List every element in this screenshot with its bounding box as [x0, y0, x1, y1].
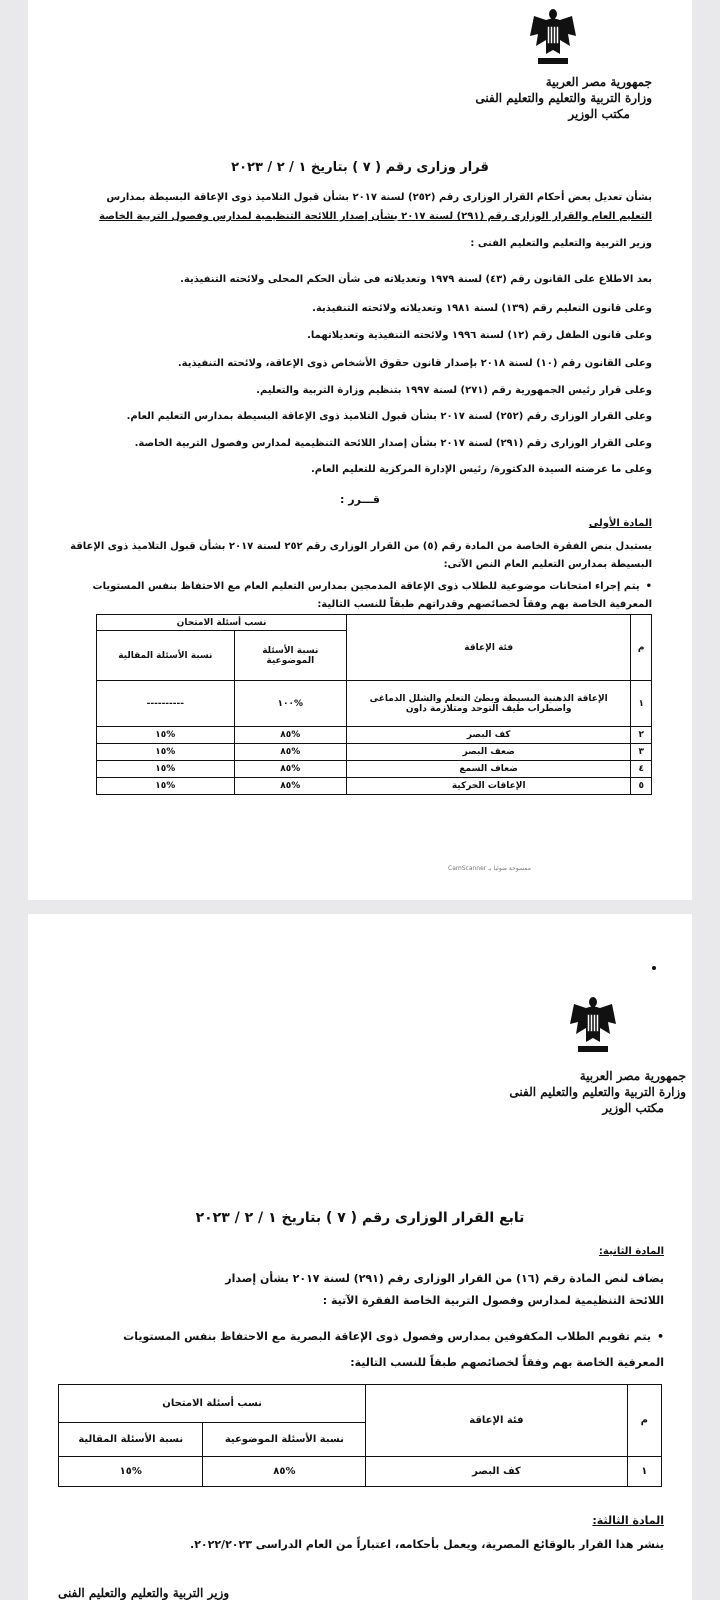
article-2-bullet-line-2: المعرفية الخاصة بهم وفقاً لخصائصهم طبقاً للنسب التالية: — [350, 1356, 664, 1369]
decides-heading: قـــرر : — [340, 493, 380, 506]
decree-subject — [68, 188, 652, 226]
letterhead-ministry: وزارة التربية والتعليم والتعليم الفنى — [475, 91, 652, 105]
article-1-bullet — [68, 578, 652, 614]
table-cell-category: الإعاقة الذهنية البسيطة وبطئ التعلم والشلل الدماغى واضطراب طيف التوحد ومتلازمة داون — [347, 681, 631, 727]
article-2-heading: المادة الثانية: — [598, 1246, 664, 1257]
decree-title: تابع القرار الوزارى رقم ( ٧ ) بتاريخ ١ / ٢ / ٢٠٢٣ — [195, 1210, 525, 1226]
article-3-heading: المادة الثالثة: — [592, 1514, 664, 1527]
table-cell-essay: %١٥ — [97, 727, 235, 744]
table-header-essay: نسبة الأسئلة المقالية — [59, 1423, 203, 1457]
recital-8: وعلى ما عرضته السيدة الدكتورة/ رئيس الإدارة المركزية للتعليم العام. — [310, 464, 652, 475]
article-2-text — [58, 1268, 664, 1312]
table-header-group: نسب أسئلة الامتحان — [59, 1385, 366, 1423]
article-2-bullet — [58, 1324, 664, 1376]
recital-2: وعلى قانون التعليم رقم (١٣٩) لسنة ١٩٨١ وتعديلاته ولائحته التنفيذية. — [312, 303, 652, 314]
dot-mark — [652, 966, 656, 970]
letterhead-office: مكتب الوزير — [568, 107, 630, 121]
article-2-text-line-1: يضاف لنص المادة رقم (١٦) من القرار الوزارى رقم (٢٩١) لسنة ٢٠١٧ بشأن إصدار — [225, 1272, 664, 1285]
recital-4: وعلى القانون رقم (١٠) لسنة ٢٠١٨ بإصدار قانون حقوق الأشخاص ذوى الإعاقة، ولائحته التنفيذية. — [177, 358, 652, 369]
table-cell-category: ضعف البصر — [347, 744, 631, 761]
decree-subject-line-2: التعليم العام والقرار الوزارى رقم (٢٩١) لسنة ٢٠١٧ بشأن إصدار اللائحة التنظيمية لمدارس وفصول التربية الخاصة — [99, 211, 652, 222]
eagle-emblem-icon — [568, 994, 618, 1056]
table-cell-essay: %١٥ — [97, 761, 235, 778]
document-page-1 — [28, 0, 692, 900]
table-row — [97, 744, 652, 761]
table-cell-objective: %١٠٠ — [234, 681, 346, 727]
table-cell-category: الإعاقات الحركية — [347, 778, 631, 795]
table-header-no: م — [631, 615, 652, 681]
table-cell-category: كف البصر — [347, 727, 631, 744]
recital-6: وعلى القرار الوزارى رقم (٢٥٢) لسنة ٢٠١٧ بشأن قبول التلاميذ ذوى الإعاقة البسيطة بمدارس التعليم العام. — [126, 411, 652, 422]
letterhead-country: جمهورية مصر العربية — [545, 75, 652, 89]
table-cell-essay: %١٥ — [59, 1457, 203, 1487]
article-1-heading: المادة الأولى — [588, 518, 652, 529]
article-2-text-line-2: اللائحة التنظيمية لمدارس وفصول التربية الخاصة الفقرة الآتية : — [322, 1294, 664, 1307]
table-row — [97, 727, 652, 744]
table-cell-no: ٥ — [631, 778, 652, 795]
table-row — [59, 1457, 662, 1487]
table-header-category: فئة الإعاقة — [366, 1385, 627, 1457]
recital-7: وعلى القرار الوزارى رقم (٢٩١) لسنة ٢٠١٧ بشأن إصدار اللائحة التنظيمية لمدارس وفصول التربية الخاصة. — [134, 438, 652, 449]
article-2-bullet-line-1: يتم تقويم الطلاب المكفوفين بمدارس وفصول ذوى الإعاقة البصرية مع الاحتفاظ بنفس المستويات — [123, 1330, 651, 1343]
table-row — [97, 778, 652, 795]
decree-title: قرار وزارى رقم ( ٧ ) بتاريخ ١ / ٢ / ٢٠٢٣ — [231, 160, 489, 175]
table-cell-no: ٢ — [631, 727, 652, 744]
table-cell-objective: %٨٥ — [234, 778, 346, 795]
table-cell-essay: %١٥ — [97, 744, 235, 761]
table-cell-essay: %١٥ — [97, 778, 235, 795]
bullet-icon: • — [656, 1330, 664, 1343]
table-header-objective: نسبة الأسئلة الموضوعية — [234, 631, 346, 681]
table-cell-essay: ---------- — [97, 681, 235, 727]
table-cell-no: ١ — [627, 1457, 661, 1487]
recital-1: بعد الاطلاع على القانون رقم (٤٣) لسنة ١٩٧٩ وتعديلاته فى شأن الحكم المحلى ولائحته التنفيذية. — [180, 274, 652, 285]
table-row — [97, 681, 652, 727]
table-header-no: م — [627, 1385, 661, 1457]
article-1-text: يستبدل بنص الفقرة الخاصة من المادة رقم (٥) من القرار الوزارى رقم ٢٥٢ لسنة ٢٠١٧ بشأن قبول التلاميذ ذوى الإعاقة البسيطة بمدارس التعليم العام النص الآتى: — [70, 541, 652, 570]
table-row — [97, 761, 652, 778]
document-page-2 — [28, 914, 692, 1600]
table-cell-objective: %٨٥ — [203, 1457, 366, 1487]
recital-3: وعلى قانون الطفل رقم (١٢) لسنة ١٩٩٦ ولائحته التنفيذية وتعديلاتهما. — [307, 330, 652, 341]
table-cell-objective: %٨٥ — [234, 744, 346, 761]
table-header-objective: نسبة الأسئلة الموضوعية — [203, 1423, 366, 1457]
table-cell-no: ٤ — [631, 761, 652, 778]
minister-heading: وزير التربية والتعليم والتعليم الفنى : — [470, 238, 652, 249]
table-cell-objective: %٨٥ — [234, 761, 346, 778]
table-cell-category: كف البصر — [366, 1457, 627, 1487]
table-header-group: نسب أسئلة الامتحان — [97, 615, 347, 631]
eagle-emblem-icon — [528, 6, 578, 68]
table-cell-objective: %٨٥ — [234, 727, 346, 744]
letterhead — [509, 1068, 686, 1116]
table-cell-category: ضعاف السمع — [347, 761, 631, 778]
ratios-table-2 — [58, 1384, 662, 1487]
letterhead-country: جمهورية مصر العربية — [579, 1069, 686, 1083]
bullet-icon: • — [645, 581, 652, 592]
decree-subject-line-1: بشأن تعديل بعض أحكام القرار الوزارى رقم (٢٥٢) لسنة ٢٠١٧ بشأن قبول التلاميذ ذوى الإعاقة البسيطة بمدارس — [106, 192, 652, 203]
article-1-bullet-text: يتم إجراء امتحانات موضوعية للطلاب ذوى الإعاقة المدمجين بمدارس التعليم العام مع الاحتفاظ بنفس المستويات المعرفية الخاصة بهم وفقاً لخصائصهم وقدراتهم طبقاً للنسب التالية: — [92, 581, 652, 610]
table-header-essay: نسبة الأسئلة المقالية — [97, 631, 235, 681]
recital-5: وعلى قرار رئيس الجمهورية رقم (٢٧١) لسنة ١٩٩٧ بتنظيم وزارة التربية والتعليم. — [256, 385, 652, 396]
letterhead — [475, 74, 652, 122]
scanner-watermark: CamScanner ممسوحة ضوئيا بـ — [448, 865, 531, 872]
table-cell-no: ١ — [631, 681, 652, 727]
article-3-text: ينشر هذا القرار بالوقائع المصرية، ويعمل بأحكامه، اعتباراً من العام الدراسى ٢٠٢٢/٢٠٢٣. — [190, 1538, 664, 1551]
ratios-table-1 — [96, 614, 652, 795]
table-cell-no: ٣ — [631, 744, 652, 761]
minister-signature-title: وزير التربية والتعليم والتعليم الفنى — [58, 1586, 230, 1600]
letterhead-office: مكتب الوزير — [602, 1101, 664, 1115]
letterhead-ministry: وزارة التربية والتعليم والتعليم الفنى — [509, 1085, 686, 1099]
table-header-category: فئة الإعاقة — [347, 615, 631, 681]
